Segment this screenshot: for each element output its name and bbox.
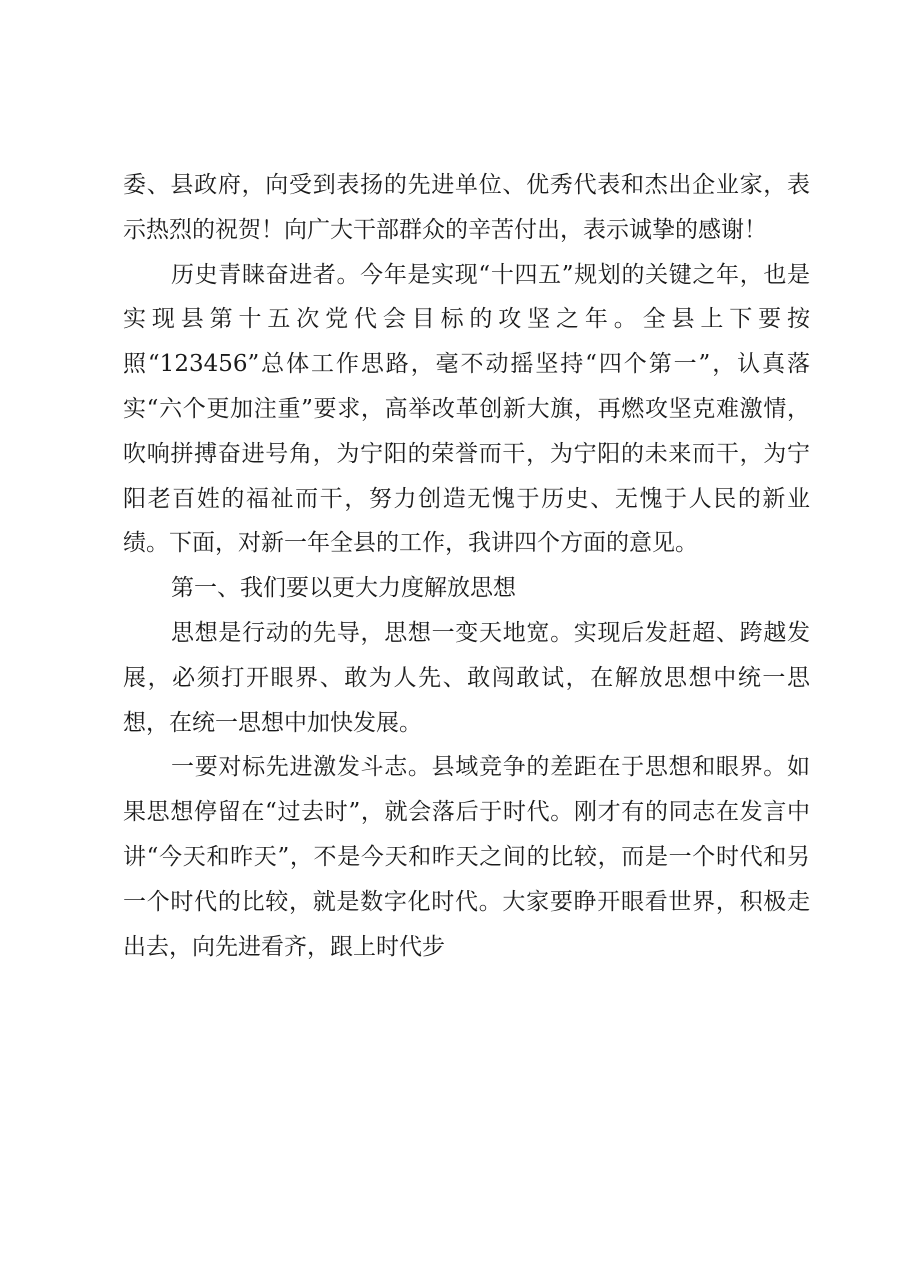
- section-heading: 第一、我们要以更大力度解放思想: [171, 575, 516, 602]
- paragraph-continuation: 委、县政府，向受到表扬的先进单位、优秀代表和杰出企业家，表示热烈的祝贺！向广大干部群众的辛苦付出，表示诚挚的感谢！: [123, 172, 810, 243]
- document-body: [123, 163, 810, 969]
- paragraph-benchmark: 一要对标先进激发斗志。县域竞争的差距在于思想和眼界。如果思想停留在“过去时”，就会落后于时代。刚才有的同志在发言中讲“今天和昨天”，不是今天和昨天之间的比较，而是一个时代和另一个时代的比较，就是数字化时代。大家要睁开眼看世界，积极走出去，向先进看齐，跟上时代步: [123, 754, 810, 960]
- paragraph-history: 历史青睐奋进者。今年是实现“十四五”规划的关键之年，也是实现县第十五次党代会目标的攻坚之年。全县上下要按照“123456”总体工作思路，毫不动摇坚持“四个第一”，认真落实“六个更加注重”要求，高举改革创新大旗，再燃攻坚克难激情，吹响拼搏奋进号角，为宁阳的荣誉而干，为宁阳的未来而干，为宁阳老百姓的福祉而干，努力创造无愧于历史、无愧于人民的新业绩。下面，对新一年全县的工作，我讲四个方面的意见。: [123, 261, 810, 557]
- paragraph-thought: 思想是行动的先导，思想一变天地宽。实现后发赶超、跨越发展，必须打开眼界、敢为人先、敢闯敢试，在解放思想中统一思想，在统一思想中加快发展。: [123, 619, 810, 736]
